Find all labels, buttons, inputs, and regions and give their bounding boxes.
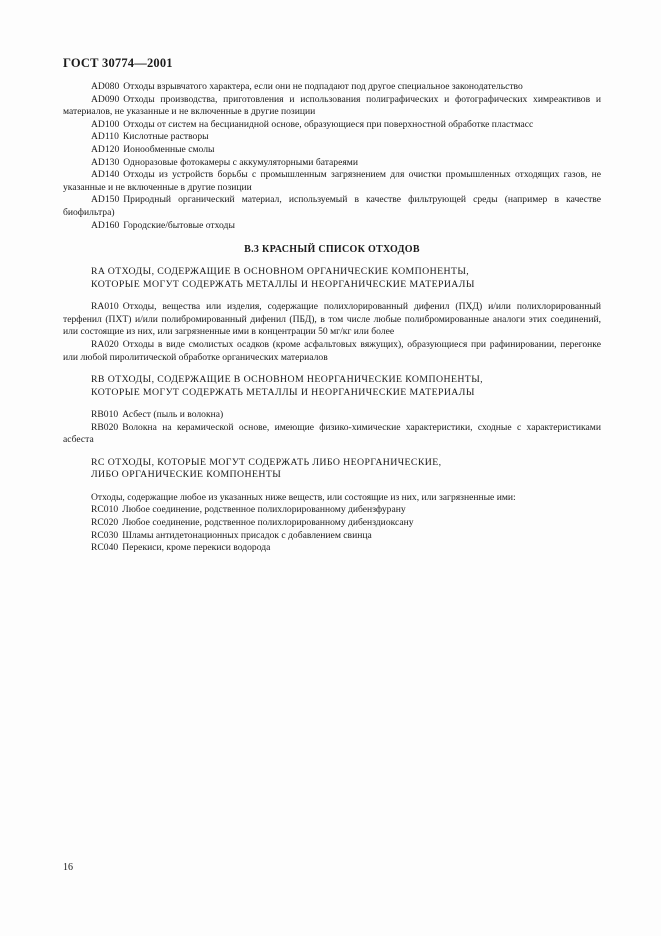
list-item xyxy=(63,81,601,94)
list-item xyxy=(63,157,601,170)
item-code: RB020 xyxy=(91,421,119,433)
ra-item-list xyxy=(63,301,601,364)
list-item xyxy=(63,504,601,517)
group-heading: RA ОТХОДЫ, СОДЕРЖАЩИЕ В ОСНОВНОМ ОРГАНИЧЕСКИЕ КОМПОНЕНТЫ, xyxy=(91,266,470,278)
item-text: Отходы производства, приготовления и использования полиграфических и фотографических химреактивов и материалов, не указанные и не включенные в другие позиции xyxy=(63,93,601,118)
group-intro: Отходы, содержащие любое из указанных ниже веществ, или состоящие из них, или загрязненные ими: xyxy=(91,491,516,503)
item-code: AD130 xyxy=(91,156,120,168)
rb-item-list xyxy=(63,409,601,447)
item-text: Городские/бытовые отходы xyxy=(123,219,235,231)
item-text: Отходы в виде смолистых осадков (кроме асфальтовых вяжущих), образующиеся при рафинировании, перегонке или любой пиролитической обработке органических материалов xyxy=(63,338,601,363)
item-text: Отходы от систем на бесцианидной основе, образующиеся при поверхностной обработке пластмасс xyxy=(123,118,534,130)
item-code: AD110 xyxy=(91,131,119,143)
list-item xyxy=(63,422,601,447)
item-code: RC030 xyxy=(91,529,119,541)
item-text: Перекиси, кроме перекиси водорода xyxy=(122,542,271,554)
item-text: Кислотные растворы xyxy=(122,131,209,143)
item-code: AD100 xyxy=(91,118,120,130)
item-code: AD090 xyxy=(91,93,120,105)
list-item xyxy=(63,119,601,132)
item-code: RC010 xyxy=(91,504,119,516)
list-item xyxy=(63,530,601,543)
item-code: RA010 xyxy=(91,301,119,313)
item-text: Отходы взрывчатого характера, если они не подпадают под другое специальное законодательство xyxy=(123,81,523,92)
list-item xyxy=(63,94,601,119)
group-heading: КОТОРЫЕ МОГУТ СОДЕРЖАТЬ МЕТАЛЛЫ И НЕОРГАНИЧЕСКИЕ МАТЕРИАЛЫ xyxy=(91,386,475,398)
item-text: Асбест (пыль и волокна) xyxy=(122,409,224,421)
list-item xyxy=(63,542,601,555)
item-code: RA020 xyxy=(91,338,119,350)
item-text: Любое соединение, родственное полихлорированному дибензфурану xyxy=(122,504,406,516)
page-content xyxy=(63,81,601,555)
list-item xyxy=(63,517,601,530)
item-text: Ионообменные смолы xyxy=(123,143,215,155)
item-text: Шламы антидетонационных присадок с добавлением свинца xyxy=(122,529,372,541)
list-item xyxy=(63,339,601,364)
rc-item-list xyxy=(63,504,601,554)
intro-item-list xyxy=(63,81,601,232)
section-title: В.3 КРАСНЫЙ СПИСОК ОТХОДОВ xyxy=(244,244,420,256)
group-heading: ЛИБО ОРГАНИЧЕСКИЕ КОМПОНЕНТЫ xyxy=(91,469,282,481)
group-heading: RC ОТХОДЫ, КОТОРЫЕ МОГУТ СОДЕРЖАТЬ ЛИБО НЕОРГАНИЧЕСКИЕ, xyxy=(91,456,442,468)
list-item xyxy=(63,301,601,339)
item-text: Отходы из устройств борьбы с промышленным загрязнением для очистки промышленных отходящих газов, не указанные и не включенные в другие позиции xyxy=(63,169,601,193)
item-text: Отходы, вещества или изделия, содержащие полихлорированный дифенил (ПХД) и/или полихлорированный терфенил (ПХТ) и/или полибромированный дифенил (ПБД), в том числе любые полибромированные аналоги этих соединений, или состоящие из них, или загрязненные ими в концентрации 50 мг/кг или более xyxy=(63,301,601,338)
list-item xyxy=(63,131,601,144)
item-text: Любое соединение, родственное полихлорированному дибенздиоксану xyxy=(122,517,414,529)
item-code: RC040 xyxy=(91,542,119,554)
list-item xyxy=(63,220,601,233)
group-heading: RB ОТХОДЫ, СОДЕРЖАЩИЕ В ОСНОВНОМ НЕОРГАНИЧЕСКИЕ КОМПОНЕНТЫ, xyxy=(91,374,483,386)
item-code: RC020 xyxy=(91,517,119,529)
list-item xyxy=(63,409,601,422)
item-text: Природный органический материал, используемый в качестве фильтрующей среды (например в качестве биофильтра) xyxy=(63,194,601,218)
item-code: AD150 xyxy=(91,194,120,206)
page-number: 16 xyxy=(63,862,73,873)
group-heading: КОТОРЫЕ МОГУТ СОДЕРЖАТЬ МЕТАЛЛЫ И НЕОРГАНИЧЕСКИЕ МАТЕРИАЛЫ xyxy=(91,278,475,290)
list-item xyxy=(63,144,601,157)
list-item xyxy=(63,194,601,219)
item-code: AD140 xyxy=(91,169,120,181)
item-code: RB010 xyxy=(91,409,119,421)
item-code: AD120 xyxy=(91,143,120,155)
item-text: Одноразовые фотокамеры с аккумуляторными батареями xyxy=(123,156,358,168)
document-header: ГОСТ 30774—2001 xyxy=(63,56,173,70)
item-code: AD080 xyxy=(91,81,120,92)
list-item xyxy=(63,169,601,194)
item-code: AD160 xyxy=(91,219,120,231)
item-text: Волокна на керамической основе, имеющие физико-химические характеристики, сходные с характеристиками асбеста xyxy=(63,421,601,446)
